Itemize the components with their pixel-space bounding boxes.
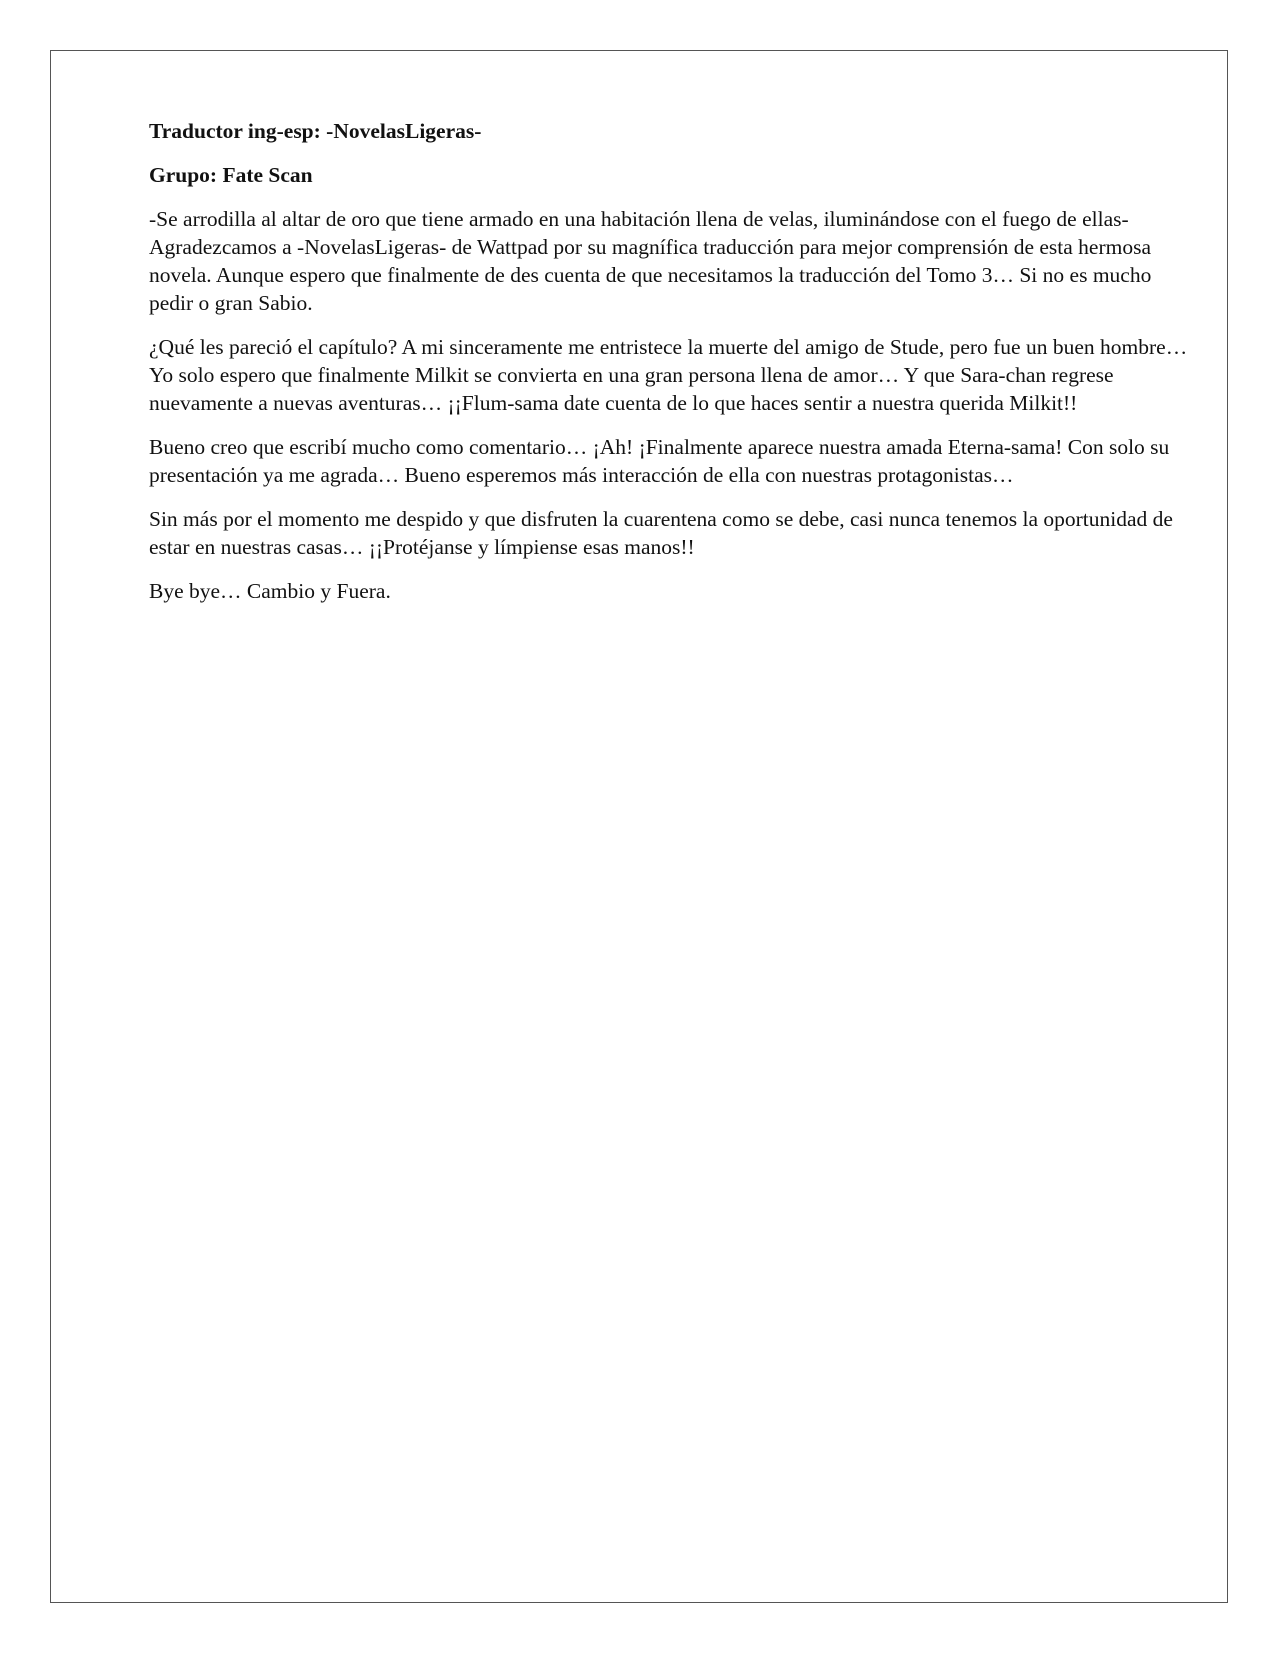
paragraph-comment: Bueno creo que escribí mucho como comentario… ¡Ah! ¡Finalmente aparece nuestra amada Eterna-sama! Con solo su presentación ya me agrada… Bueno esperemos más interacción de ella con nuestras protagonistas…	[149, 435, 1170, 487]
translator-heading: Traductor ing-esp: -NovelasLigeras-	[149, 119, 482, 143]
paragraph-chapter-opinion: ¿Qué les pareció el capítulo? A mi sinceramente me entristece la muerte del amigo de Stude, pero fue un buen hombre… Yo solo espero que finalmente Milkit se convierta en una gran persona llena de amor… Y que Sara-chan regrese nuevamente a nuevas aventuras… ¡¡Flum-sama date cuenta de lo que haces sentir a nuestra querida Milkit!!	[149, 335, 1188, 415]
page-frame	[50, 50, 1228, 1603]
page-content	[149, 117, 1189, 621]
paragraph-farewell: Sin más por el momento me despido y que disfruten la cuarentena como se debe, casi nunca tenemos la oportunidad de estar en nuestras casas… ¡¡Protéjanse y límpiense esas manos!!	[149, 507, 1173, 559]
group-heading: Grupo: Fate Scan	[149, 163, 313, 187]
paragraph-signoff: Bye bye… Cambio y Fuera.	[149, 579, 391, 603]
paragraph-thanks: -Se arrodilla al altar de oro que tiene armado en una habitación llena de velas, iluminándose con el fuego de ellas- Agradezcamos a -NovelasLigeras- de Wattpad por su magnífica traducción para mejor comprensión de esta hermosa novela. Aunque espero que finalmente de des cuenta de que necesitamos la traducción del Tomo 3… Si no es mucho pedir o gran Sabio.	[149, 207, 1152, 315]
